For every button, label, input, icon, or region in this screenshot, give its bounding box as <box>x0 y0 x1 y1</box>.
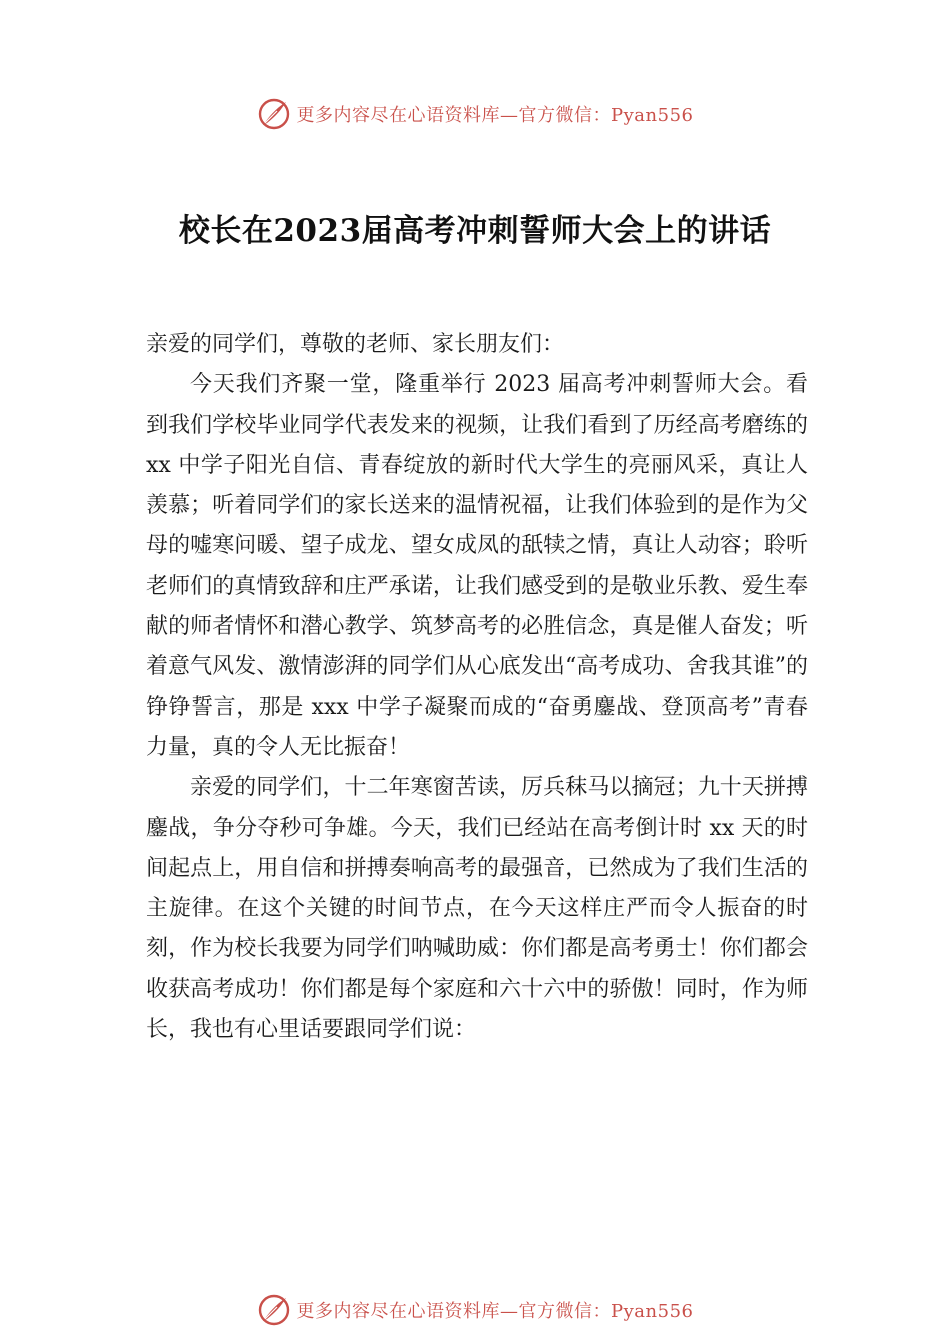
watermark-text: 更多内容尽在心语资料库—官方微信：Pyan556 <box>296 105 694 126</box>
watermark-text: 更多内容尽在心语资料库—官方微信：Pyan556 <box>296 1301 694 1322</box>
document-title: 校长在2023届高考冲刺誓师大会上的讲话 <box>178 213 772 249</box>
document-body <box>146 325 808 1050</box>
feather-logo-icon <box>257 97 291 131</box>
paragraph-2: 亲爱的同学们，十二年寒窗苦读，厉兵秣马以摘冠；九十天拼搏鏖战，争分夺秒可争雄。今天，我们已经站在高考倒计时 xx 天的时间起点上，用自信和拼搏奏响高考的最强音，已然成为了我们生活的主旋律。在这个关键的时间节点，在今天这样庄严而令人振奋的时刻，作为校长我要为同学们呐喊助威：你们都是高考勇士！你们都会收获高考成功！你们都是每个家庭和六十六中的骄傲！同时，作为师长，我也有心里话要跟同学们说： <box>146 775 808 1043</box>
watermark-banner-bottom <box>0 1290 950 1330</box>
salutation: 亲爱的同学们，尊敬的老师、家长朋友们： <box>146 332 565 357</box>
paragraph-1: 今天我们齐聚一堂，隆重举行 2023 届高考冲刺誓师大会。看到我们学校毕业同学代表发来的视频，让我们看到了历经高考磨练的 xx 中学子阳光自信、青春绽放的新时代大学生的亮丽风采，真让人羡慕；听着同学们的家长送来的温情祝福，让我们体验到的是作为父母的嘘寒问暖、望子成龙、望女成凤的舐犊之情，真让人动容；聆听老师们的真情致辞和庄严承诺，让我们感受到的是敬业乐教、爱生奉献的师者情怀和潜心教学、筑梦高考的必胜信念，真是催人奋发；听着意气风发、激情澎湃的同学们从心底发出“高考成功、舍我其谁”的铮铮誓言，那是 xxx 中学子凝聚而成的“奋勇鏖战、登顶高考”青春力量，真的令人无比振奋！ <box>146 372 808 760</box>
watermark-banner-top <box>0 94 950 134</box>
feather-logo-icon <box>257 1293 291 1327</box>
